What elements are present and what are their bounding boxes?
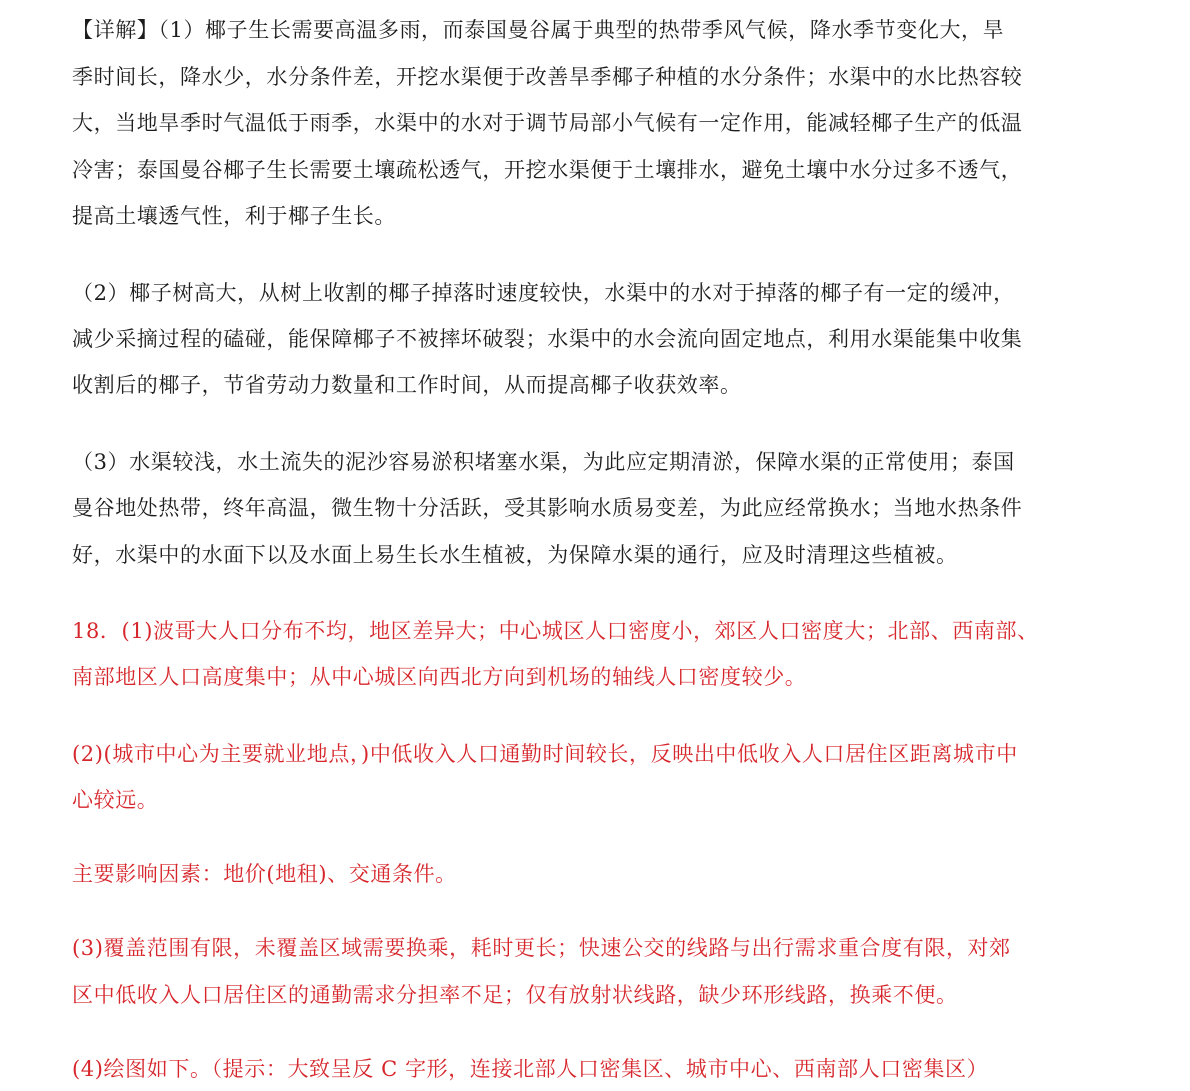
text-line: （2）椰子树高大，从树上收割的椰子掉落时速度较快，水渠中的水对于掉落的椰子有一定的缓冲， xyxy=(72,281,1015,305)
text-line: 减少采摘过程的磕碰，能保障椰子不被摔坏破裂；水渠中的水会流向固定地点，利用水渠能集中收集 xyxy=(72,327,1023,351)
text-line: 收割后的椰子，节省劳动力数量和工作时间，从而提高椰子收获效率。 xyxy=(72,373,742,397)
answer-line: (4)绘图如下。（提示：大致呈反 C 字形，连接北部人口密集区、城市中心、西南部人口密集区） xyxy=(72,1057,989,1081)
text-line: 曼谷地处热带，终年高温，微生物十分活跃，受其影响水质易变差，为此应经常换水；当地水热条件 xyxy=(72,496,1023,520)
text-line: 季时间长，降水少，水分条件差，开挖水渠便于改善旱季椰子种植的水分条件；水渠中的水比热容较 xyxy=(72,65,1023,89)
answer-line: 区中低收入人口居住区的通勤需求分担率不足；仅有放射状线路，缺少环形线路，换乘不便。 xyxy=(72,983,958,1007)
answer-line: 18．(1)波哥大人口分布不均，地区差异大；中心城区人口密度小，郊区人口密度大；北部、西南部、 xyxy=(72,619,1039,643)
text-line: （3）水渠较浅，水土流失的泥沙容易淤积堵塞水渠，为此应定期清淤，保障水渠的正常使用；泰国 xyxy=(72,450,1015,474)
answer-line: 心较远。 xyxy=(72,788,159,812)
text-line: 大，当地旱季时气温低于雨季，水渠中的水对于调节局部小气候有一定作用，能减轻椰子生产的低温 xyxy=(72,111,1023,135)
answer-line: (2)(城市中心为主要就业地点，)中低收入人口通勤时间较长，反映出中低收入人口居住区距离城市中 xyxy=(72,742,1018,766)
text-line: 好，水渠中的水面下以及水面上易生长水生植被，为保障水渠的通行，应及时清理这些植被。 xyxy=(72,543,958,567)
answer-line: 主要影响因素：地价(地租)、交通条件。 xyxy=(72,862,457,886)
text-line: 提高土壤透气性，利于椰子生长。 xyxy=(72,204,396,228)
answer-line: (3)覆盖范围有限，未覆盖区域需要换乘，耗时更长；快速公交的线路与出行需求重合度有限，对郊 xyxy=(72,936,1011,960)
text-line: 冷害；泰国曼谷椰子生长需要土壤疏松透气，开挖水渠便于土壤排水，避免土壤中水分过多不透气， xyxy=(72,158,1023,182)
text-line: 【详解】（1）椰子生长需要高温多雨，而泰国曼谷属于典型的热带季风气候，降水季节变化大，旱 xyxy=(72,18,1005,42)
answer-line: 南部地区人口高度集中；从中心城区向西北方向到机场的轴线人口密度较少。 xyxy=(72,665,807,689)
